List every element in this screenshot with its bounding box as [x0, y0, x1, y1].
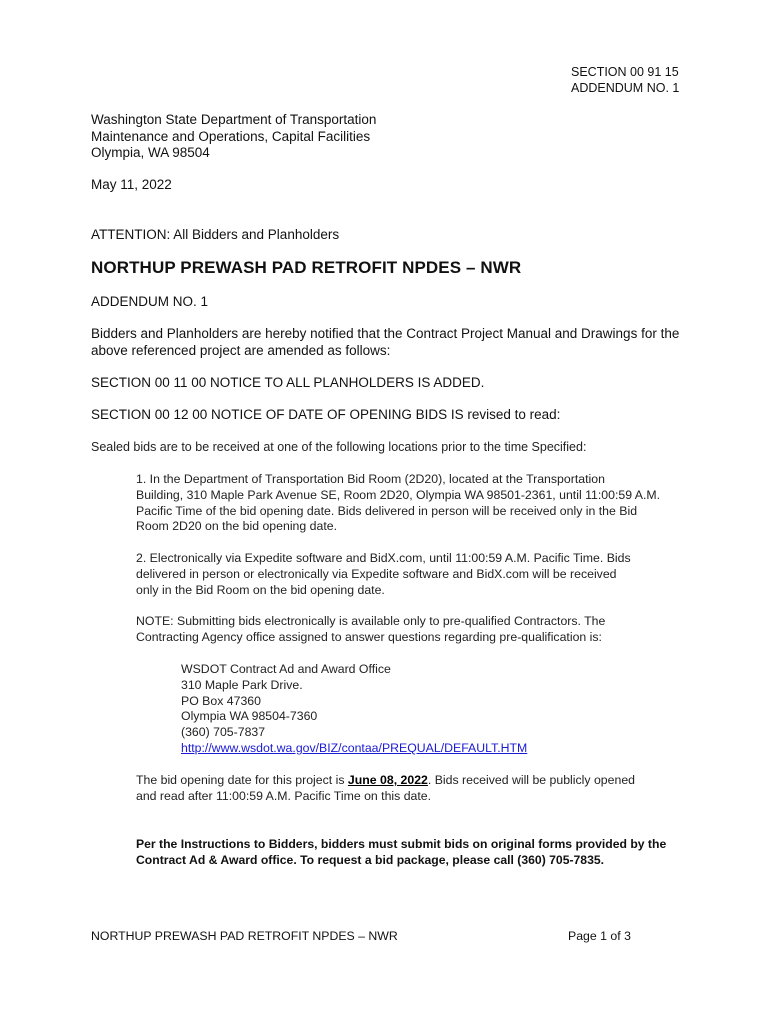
section-added-notice: SECTION 00 11 00 NOTICE TO ALL PLANHOLDERS IS ADDED.: [91, 375, 485, 390]
contact-street: 310 Maple Park Drive.: [181, 677, 303, 692]
section-number: SECTION 00 91 15: [571, 65, 679, 79]
note-line: Contracting Agency office assigned to answer questions regarding pre-qualification is:: [136, 629, 602, 644]
addendum-label: ADDENDUM NO. 1: [91, 294, 209, 309]
item-line: only in the Bid Room on the bid opening date.: [136, 582, 385, 597]
prequalification-note: [136, 614, 605, 646]
item-line: Room 2D20 on the bid opening date.: [136, 519, 337, 534]
instructions-line: Contract Ad & Award office. To request a bid package, please call (360) 705-7835.: [136, 853, 605, 868]
opening-line: [136, 773, 635, 789]
item-line: delivered in person or electronically via Expedite software and BidX.com will be received: [136, 566, 617, 581]
opening-date: June 08, 2022: [347, 773, 428, 787]
instructions-paragraph: [136, 836, 666, 869]
contact-office: WSDOT Contract Ad and Award Office: [181, 662, 391, 676]
footer-page-number: Page 1 of 3: [568, 929, 631, 943]
agency-city: Olympia, WA 98504: [91, 145, 210, 160]
item-line: Pacific Time of the bid opening date. Bids delivered in person will be received only in the Bid: [136, 503, 638, 518]
sealed-bids-paragraph: Sealed bids are to be received at one of the following locations prior to the time Specified:: [91, 440, 587, 454]
opening-line-2: and read after 11:00:59 A.M. Pacific Time on this date.: [136, 788, 432, 803]
item-line: 2. Electronically via Expedite software and BidX.com, until 11:00:59 A.M. Pacific Time. Bids: [136, 551, 631, 565]
bid-opening-paragraph: [136, 773, 635, 805]
location-item-1: [136, 472, 660, 535]
agency-address: [91, 112, 376, 162]
agency-name: Washington State Department of Transportation: [91, 112, 377, 127]
project-title: NORTHUP PREWASH PAD RETROFIT NPDES – NWR: [91, 258, 522, 277]
letter-date: May 11, 2022: [91, 177, 172, 192]
section-header: [571, 64, 679, 96]
attention-line: ATTENTION: All Bidders and Planholders: [91, 227, 340, 242]
contact-pobox: PO Box 47360: [181, 693, 261, 708]
intro-paragraph: [91, 325, 679, 359]
item-line: Building, 310 Maple Park Avenue SE, Room 2D20, Olympia WA 98501-2361, until 11:00:59 A.M.: [136, 487, 661, 502]
intro-line: above referenced project are amended as follows:: [91, 343, 391, 358]
instructions-line: Per the Instructions to Bidders, bidders must submit bids on original forms provided by the: [136, 837, 667, 851]
contact-block: [181, 662, 527, 757]
note-line: NOTE: Submitting bids electronically is available only to pre-qualified Contractors. The: [136, 614, 606, 628]
agency-division: Maintenance and Operations, Capital Facilities: [91, 128, 371, 144]
intro-line: Bidders and Planholders are hereby notified that the Contract Project Manual and Drawings for the: [91, 326, 680, 341]
section-revised-notice: SECTION 00 12 00 NOTICE OF DATE OF OPENING BIDS IS revised to read:: [91, 407, 561, 422]
item-line: 1. In the Department of Transportation Bid Room (2D20), located at the Transportation: [136, 472, 605, 486]
prequal-link[interactable]: http://www.wsdot.wa.gov/BIZ/contaa/PREQUAL/DEFAULT.HTM: [181, 740, 528, 755]
contact-city: Olympia WA 98504-7360: [181, 709, 318, 724]
footer-project-title: NORTHUP PREWASH PAD RETROFIT NPDES – NWR: [91, 929, 398, 943]
addendum-number-header: ADDENDUM NO. 1: [571, 81, 680, 95]
opening-prefix: The bid opening date for this project is: [136, 773, 348, 787]
opening-suffix: . Bids received will be publicly opened: [427, 773, 636, 787]
location-item-2: [136, 551, 631, 598]
contact-phone: (360) 705-7837: [181, 725, 266, 740]
